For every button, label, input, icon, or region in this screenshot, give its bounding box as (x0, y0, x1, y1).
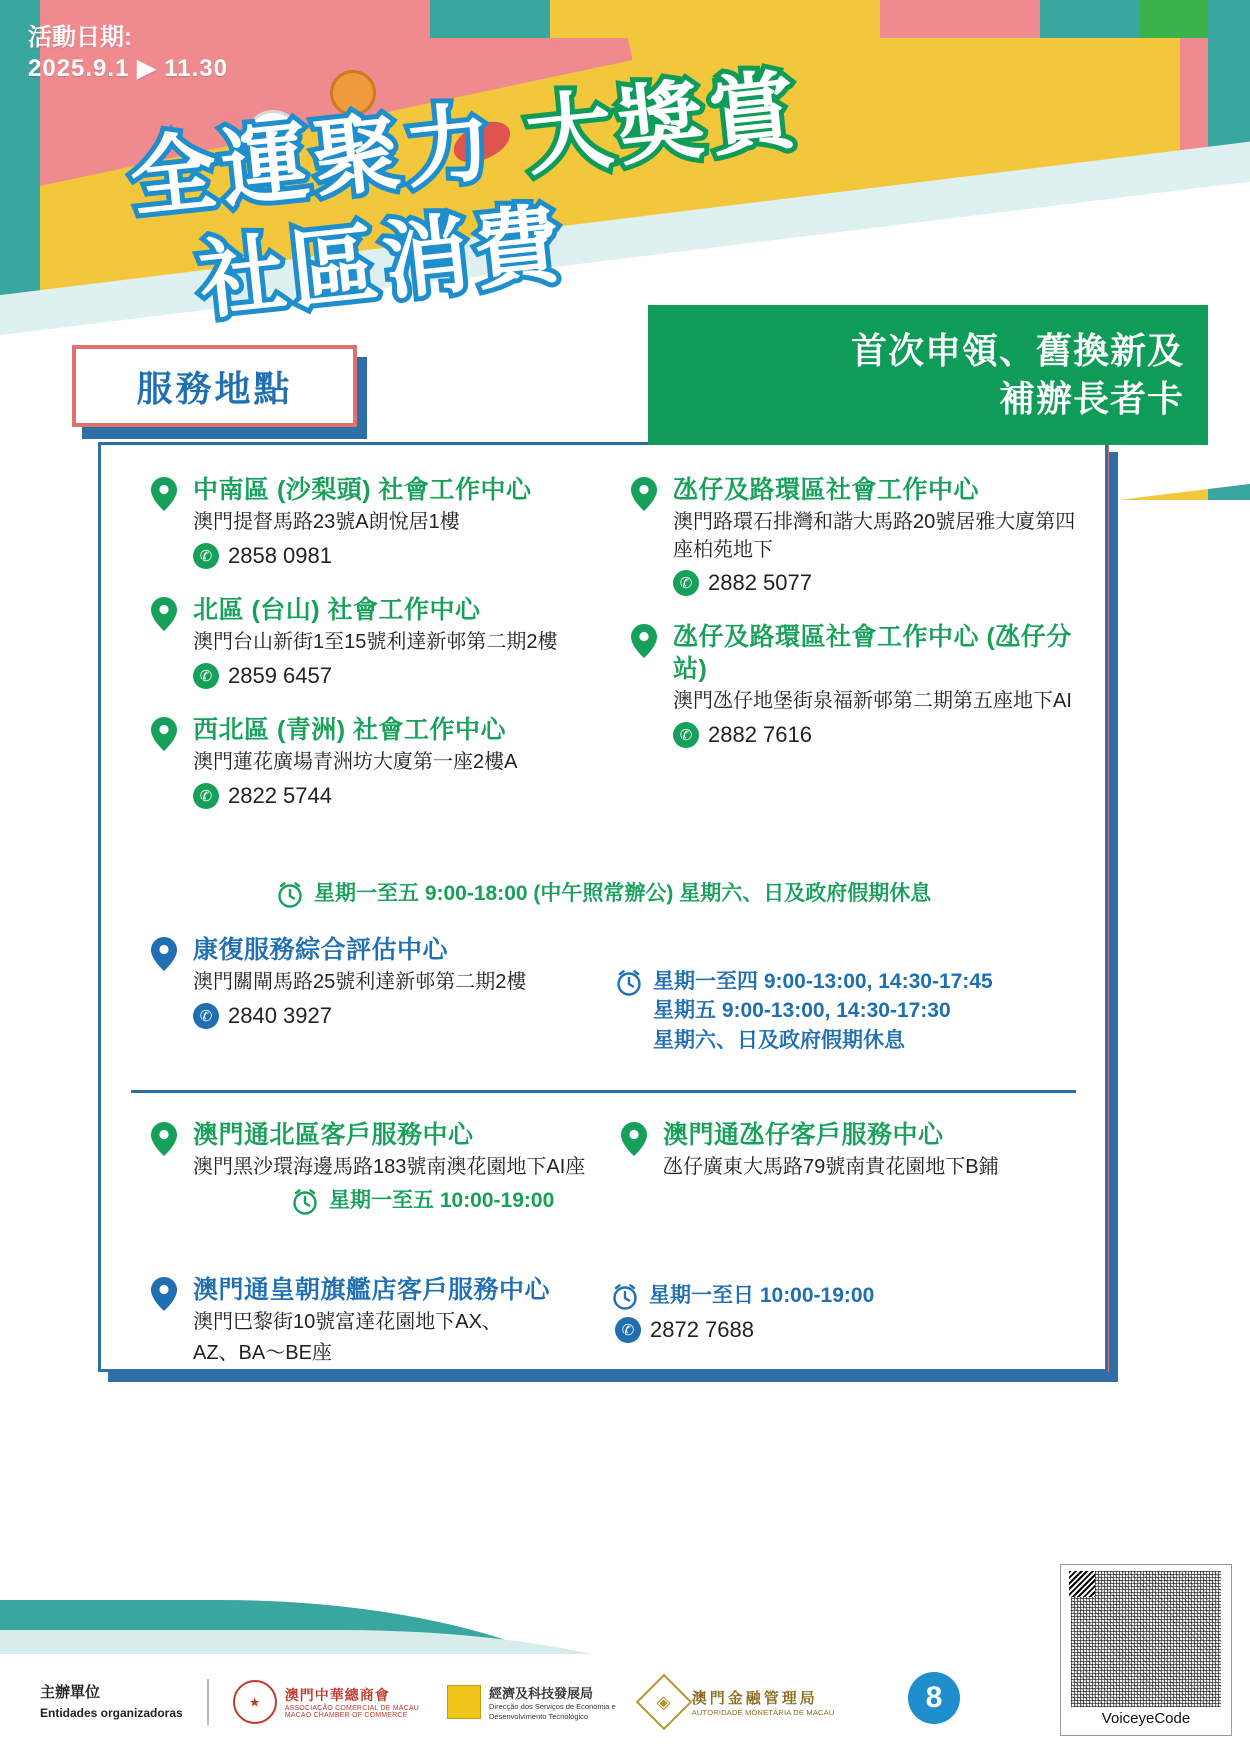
center-name: 氹仔及路環區社會工作中心 (673, 476, 980, 504)
center-phone (615, 1317, 1081, 1343)
section-divider (131, 1090, 1076, 1093)
center-phone-number: 2882 7616 (708, 721, 812, 747)
title-line-1-part-b: 大獎賞 (521, 61, 806, 187)
phone-icon: ✆ (193, 663, 219, 689)
center-phone-number: 2858 0981 (228, 542, 332, 568)
green-banner (648, 305, 1208, 445)
center-phone (673, 570, 1076, 596)
center-phone-number: 2872 7688 (650, 1317, 754, 1342)
phone-icon: ✆ (193, 543, 219, 569)
logo-amcm (644, 1682, 835, 1722)
color-bar (1140, 0, 1210, 38)
logo-name-en-line-1: Direcção dos Serviços de Economia e (489, 1702, 616, 1712)
center-address: 澳門路環石排灣和諧大馬路20號居雅大廈第四座柏苑地下 (673, 511, 1076, 561)
list-item (621, 622, 1076, 747)
hours-line: 星期五 9:00-13:00, 14:30-17:30 (653, 999, 951, 1023)
center-address: 澳門蓮花廣場青洲坊大廈第一座2樓A (193, 750, 518, 773)
clock-icon (611, 1283, 639, 1311)
chamber-seal-icon: ★ (233, 1680, 277, 1724)
color-bar (550, 0, 880, 38)
center-phone (193, 663, 611, 689)
list-item (141, 595, 611, 689)
logo-name-cn: 澳門中華總商會 (284, 1687, 390, 1703)
list-item (621, 475, 1076, 596)
page-number-badge: 8 (908, 1672, 960, 1724)
hours-line: 星期一至四 9:00-13:00, 14:30-17:45 (653, 970, 993, 993)
center-address: 澳門氹仔地堡街泉福新邨第二期第五座地下AI (673, 689, 1072, 712)
center-address: 澳門黑沙環海邊馬路183號南澳花園地下AI座 (193, 1156, 586, 1179)
center-phone (193, 543, 611, 569)
center-phone (673, 722, 1076, 748)
macau-pass-north-district (141, 1120, 611, 1182)
center-phone-number: 2882 5077 (708, 570, 812, 596)
color-bar (430, 0, 550, 38)
poster-header (0, 0, 1250, 500)
color-bar (1040, 0, 1140, 38)
logo-name-en-line-2: MACAO CHAMBER OF COMMERCE (284, 1712, 408, 1719)
hours-text: 星期一至日 10:00-19:00 (649, 1284, 875, 1307)
social-work-centers-left-column (141, 475, 611, 835)
center-phone-number: 2859 6457 (228, 662, 332, 688)
hours-text: 星期一至五 10:00-19:00 (329, 1188, 555, 1212)
macau-pass-service-centers (141, 1120, 1081, 1216)
center-address: 澳門台山新街1至15號利達新邨第二期2樓 (193, 631, 558, 654)
center-name: 北區 (台山) 社會工作中心 (193, 595, 481, 624)
phone-icon: ✆ (615, 1317, 641, 1343)
organizers-label-pt: Entidades organizadoras (40, 1706, 183, 1721)
list-item (611, 1120, 1081, 1182)
color-bar (880, 0, 1040, 38)
macau-pass-flagship-store (141, 1275, 1081, 1367)
logo-dsedt (447, 1683, 616, 1721)
event-date-range: 2025.9.1 ▶ 11.30 (28, 55, 228, 83)
phone-icon: ✆ (673, 722, 699, 748)
hours-row (611, 1281, 1081, 1311)
center-name: 西北區 (青洲) 社會工作中心 (193, 715, 507, 744)
list-item (141, 1120, 611, 1182)
list-item (141, 715, 611, 809)
hours-row (291, 1186, 1081, 1216)
voiceye-corner-marker (1069, 1571, 1095, 1597)
center-address: 澳門關閘馬路25號利達新邨第二期2樓 (193, 971, 527, 994)
center-name: 澳門通北區客戶服務中心 (193, 1121, 474, 1149)
service-location-tab (72, 345, 357, 427)
voiceye-code-block (1060, 1564, 1232, 1736)
center-address: 氹仔廣東大馬路79號南貴花園地下B鋪 (663, 1156, 999, 1179)
event-date (28, 22, 228, 84)
social-work-centers-right-column (621, 475, 1076, 774)
hours-text: 星期一至五 9:00-18:00 (中午照常辦公) 星期六、日及政府假期休息 (314, 882, 932, 905)
location-pin-icon (151, 477, 177, 511)
center-name: 澳門通氹仔客戶服務中心 (663, 1121, 944, 1149)
center-phone (193, 1003, 601, 1029)
center-name: 氹仔及路環區社會工作中心 (氹仔分站) (673, 623, 1072, 683)
title-line-1-part-a: 全運聚力 (125, 93, 502, 228)
location-pin-icon (151, 1277, 177, 1311)
center-address-line-2: AZ、BA～BE座 (193, 1341, 332, 1364)
center-name: 康復服務綜合評估中心 (193, 936, 449, 964)
logo-macao-chamber-of-commerce (233, 1680, 419, 1724)
center-address-line-1: 澳門巴黎街10號富達花園地下AX、 (193, 1311, 502, 1334)
clock-icon (291, 1188, 319, 1216)
main-panel (98, 442, 1108, 1372)
logo-name-cn: 澳門金融管理局 (691, 1690, 818, 1707)
logo-name-en-line-1: ASSOCIAÇÃO COMERCIAL DE MACAU (284, 1705, 419, 1712)
list-item (141, 935, 601, 1029)
rehabilitation-assessment-center (141, 935, 1076, 1055)
center-name: 澳門通皇朝旗艦店客戶服務中心 (193, 1276, 551, 1304)
green-banner-line-2: 補辦長者卡 (998, 378, 1184, 419)
hours-row (615, 967, 1076, 1055)
location-pin-icon (151, 1122, 177, 1156)
list-item (141, 475, 611, 569)
hours-line: 星期六、日及政府假期休息 (653, 1028, 905, 1052)
hours-row (276, 879, 1096, 909)
hours-text (653, 967, 993, 1055)
event-date-label: 活動日期: (28, 24, 132, 51)
location-pin-icon (151, 597, 177, 631)
dsedt-mark-icon (447, 1685, 481, 1719)
logo-name-en-line-1: AUTORIDADE MONETÁRIA DE MACAU (691, 1708, 835, 1717)
center-phone-number: 2822 5744 (228, 782, 332, 808)
list-item (141, 1275, 611, 1367)
phone-icon: ✆ (193, 1003, 219, 1029)
organizers-label-cn: 主辦單位 (40, 1683, 101, 1701)
location-pin-icon (151, 717, 177, 751)
phone-icon: ✆ (193, 783, 219, 809)
organizers-label (40, 1682, 183, 1723)
social-work-centers-hours (276, 875, 1096, 909)
location-pin-icon (631, 624, 657, 658)
location-pin-icon (631, 477, 657, 511)
center-phone (193, 783, 611, 809)
clock-icon (276, 881, 304, 909)
macau-pass-hours (291, 1186, 1081, 1216)
footer-divider (207, 1679, 209, 1725)
amcm-mark-icon: ◈ (635, 1674, 692, 1731)
location-pin-icon (151, 937, 177, 971)
center-phone-number: 2840 3927 (228, 1002, 332, 1028)
logo-name-cn: 經濟及科技發展局 (489, 1686, 594, 1702)
voiceye-code-label: VoiceyeCode (1101, 1710, 1191, 1727)
macau-pass-taipa (611, 1120, 1081, 1182)
location-pin-icon (621, 1122, 647, 1156)
center-address: 澳門提督馬路23號A朗悅居1樓 (193, 511, 460, 534)
title-line-2-text: 社區消費 (194, 195, 571, 330)
logo-name-en-line-2: Desenvolvimento Tecnológico (489, 1711, 589, 1721)
phone-icon: ✆ (673, 570, 699, 596)
center-name: 中南區 (沙梨頭) 社會工作中心 (193, 476, 532, 504)
clock-icon (615, 969, 643, 997)
service-location-tab-label: 服務地點 (136, 367, 293, 409)
green-banner-line-1: 首次申領、舊換新及 (850, 330, 1184, 372)
